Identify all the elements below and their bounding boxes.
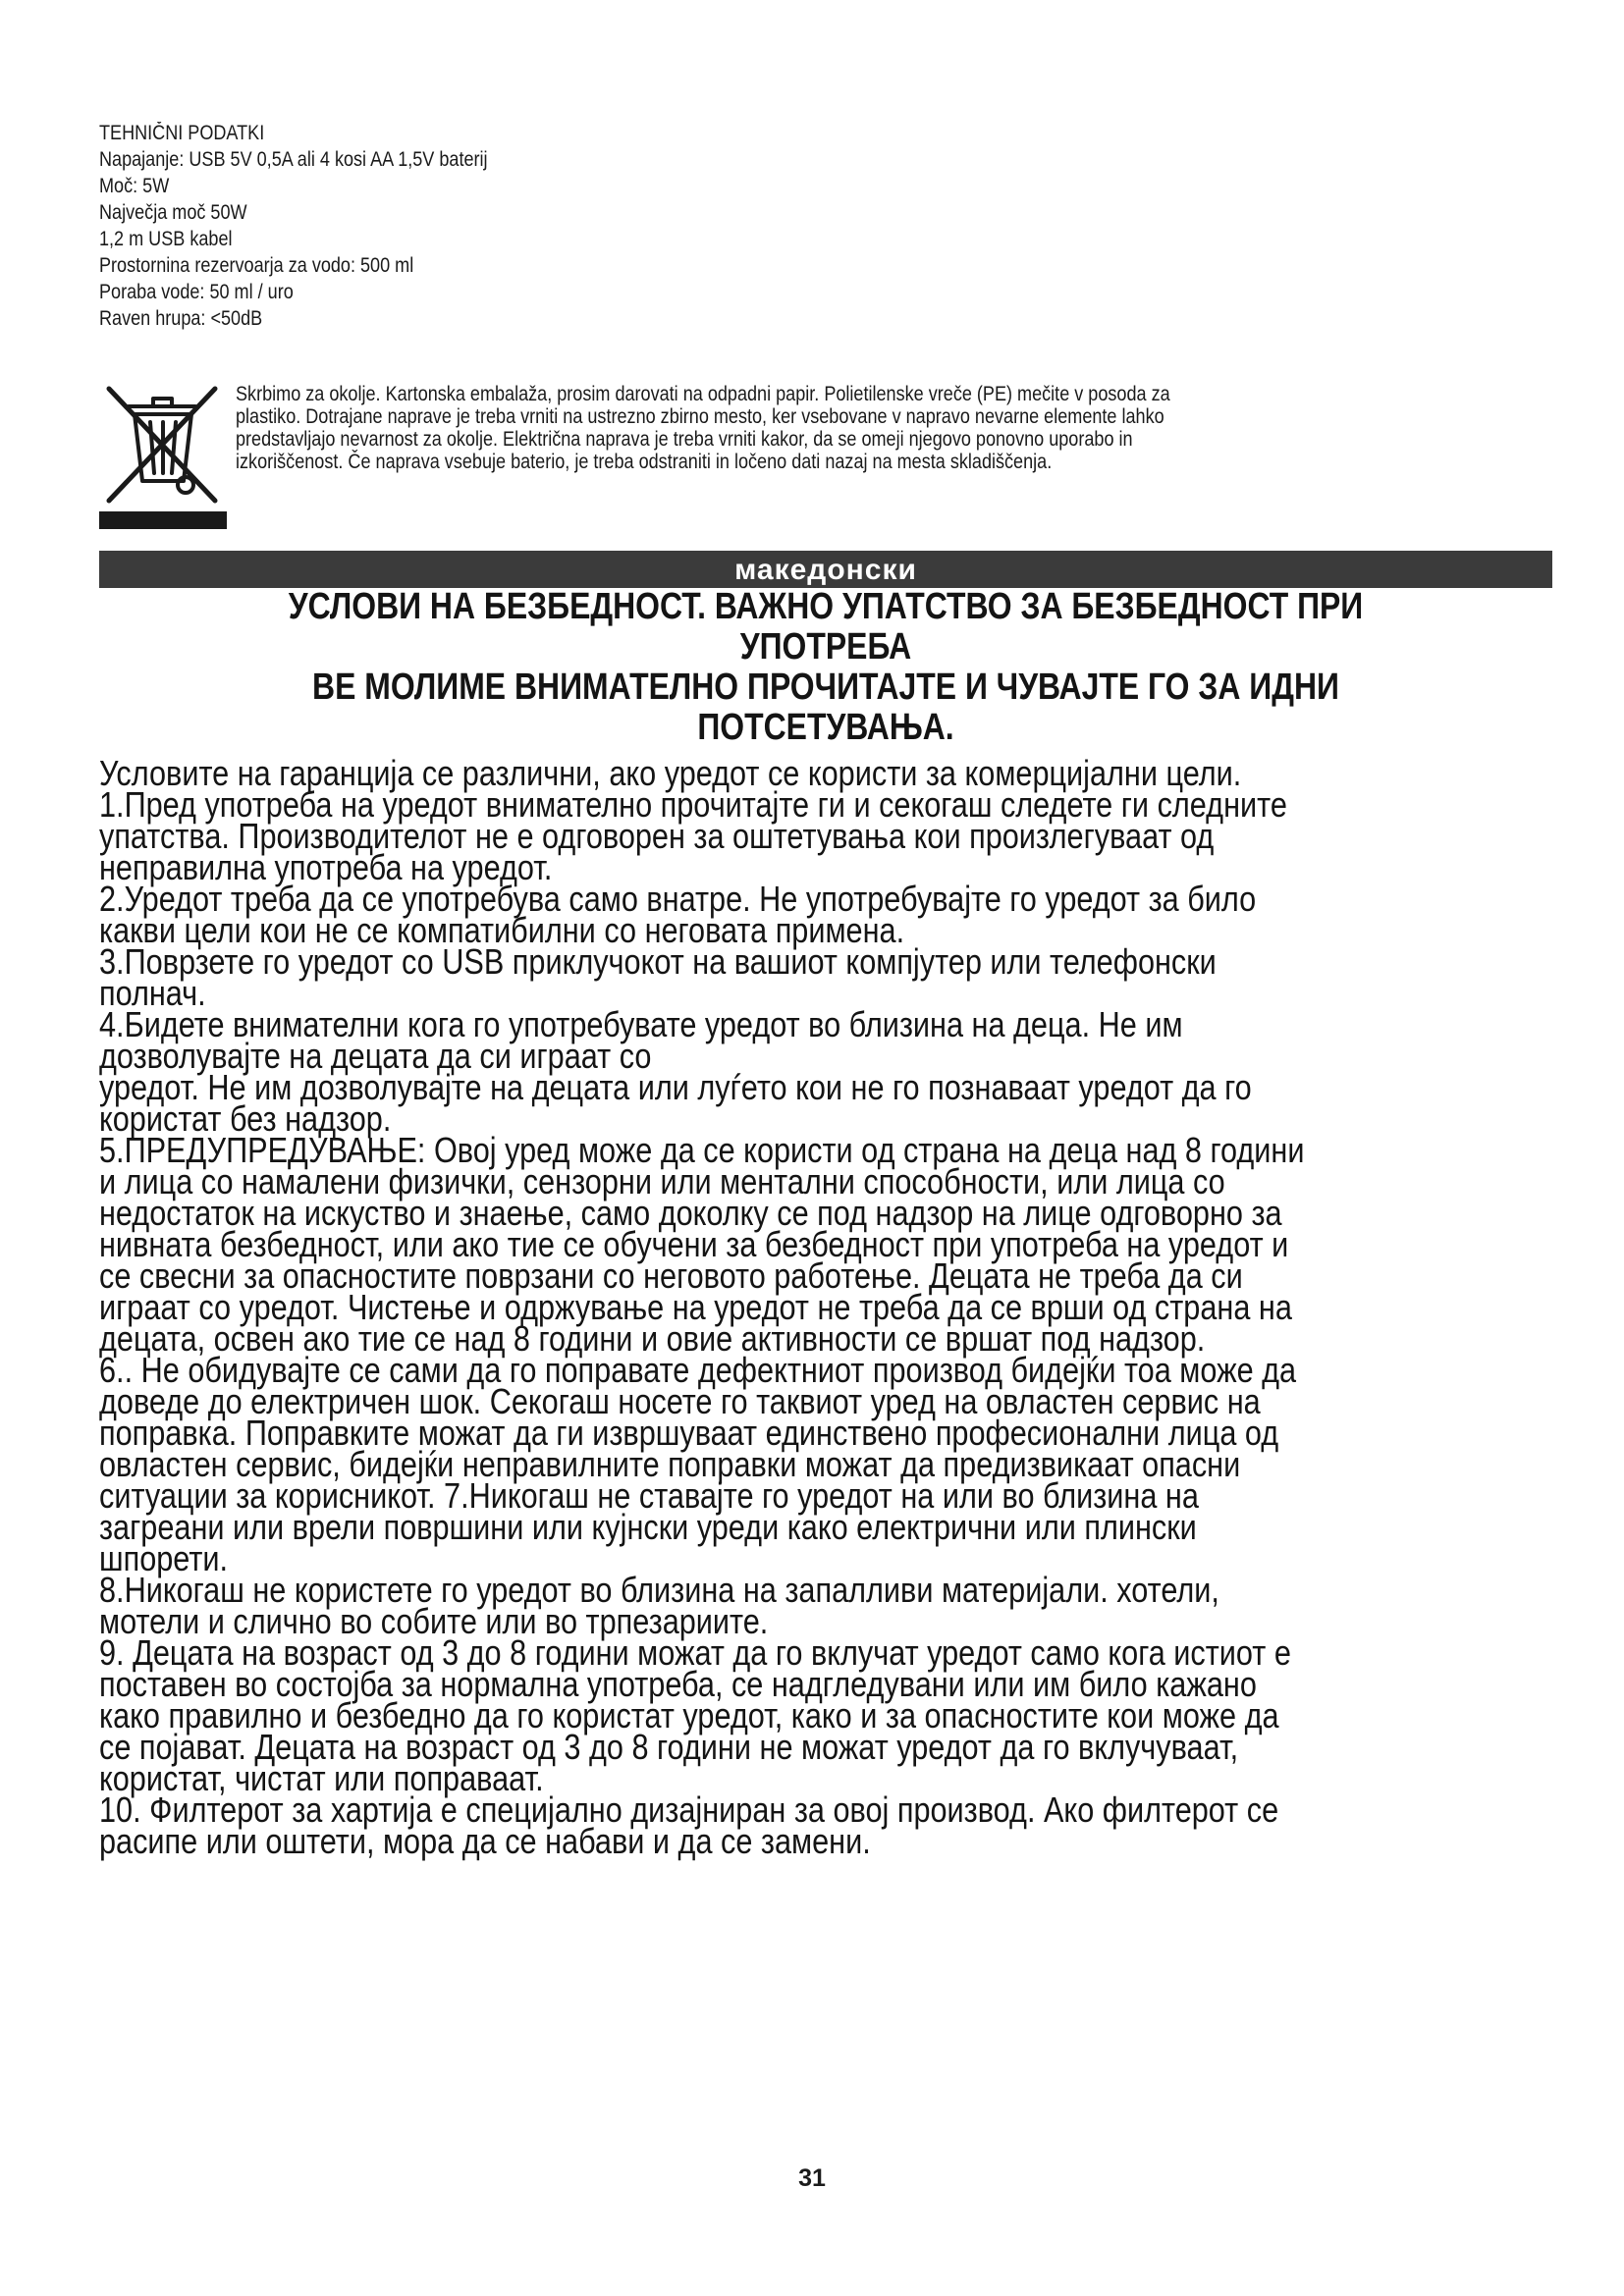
heading-line: ПОТСЕТУВАЊА. xyxy=(697,707,954,748)
instruction-line: ситуации за корисникот. 7.Никогаш не ставајте го уредот на или во близина на xyxy=(99,1475,1199,1516)
language-band: македонски xyxy=(99,551,1552,588)
instruction-paragraph xyxy=(99,879,1550,950)
instruction-line: децата, освен ако тие се над 8 години и овие активности се вршат под надзор. xyxy=(99,1318,1206,1359)
instruction-paragraph xyxy=(99,1789,1550,1861)
crossed-out-wheelie-bin-icon xyxy=(99,375,227,532)
recycling-line: predstavljajo nevarnost za okolje. Električna naprava je treba vrniti kakor, da se omeji njegovo ponovno uporabo in xyxy=(236,428,1133,451)
instruction-line: загреани или врели површини или кујнски уреди како електрични или плински xyxy=(99,1507,1197,1547)
recycling-line: plastiko. Dotrajane naprave je treba vrniti na ustrezno zbirno mesto, ker vsebovane v napravo nevarne elemente lahko xyxy=(236,405,1164,428)
instruction-line: 10. Филтерот за хартија е специјално дизајниран за овој производ. Ако филтерот се xyxy=(99,1789,1279,1830)
instruction-paragraph xyxy=(99,1632,1550,1798)
instruction-line: користат без надзор. xyxy=(99,1098,392,1139)
instruction-line: користат, чистат или поправаат. xyxy=(99,1758,544,1798)
instruction-paragraph xyxy=(99,1130,1550,1359)
instruction-line: се свесни за опасностите поврзани со неговото работење. Децата не треба да си xyxy=(99,1255,1243,1296)
instruction-paragraph xyxy=(99,1067,1550,1139)
instruction-line: 4.Бидете внимателни кога го употребувате уредот во близина на деца. Не им xyxy=(99,1004,1183,1044)
heading-line: УСЛОВИ НА БЕЗБЕДНОСТ. ВАЖНО УПАТСТВО ЗА БЕЗБЕДНОСТ ПРИ xyxy=(288,586,1364,627)
technical-data-line: 1,2 m USB kabel xyxy=(99,228,233,250)
instruction-line: мотели и слично во собите или во трпезариите. xyxy=(99,1601,769,1641)
instruction-paragraph xyxy=(99,941,1550,1013)
technical-data-line: Raven hrupa: <50dB xyxy=(99,307,263,330)
page-number: 31 xyxy=(798,2164,826,2192)
instruction-paragraph xyxy=(99,784,1550,887)
instruction-line: Условите на гаранција се различни, ако уредот се користи за комерцијални цели. xyxy=(99,753,1242,793)
technical-data xyxy=(99,120,859,332)
instruction-line: полнач. xyxy=(99,973,206,1013)
instruction-line: 8.Никогаш не користете го уредот во близина на запалливи материјали. хотели, xyxy=(99,1570,1219,1610)
instruction-line: расипе или оштети, мора да се набави и да се замени. xyxy=(99,1821,871,1861)
instruction-line: дозволувајте на децата да си играат со xyxy=(99,1036,652,1076)
instruction-line: 2.Уредот треба да се употребува само внатре. Не употребувајте го уредот за било xyxy=(99,879,1257,919)
instruction-line: шпорети. xyxy=(99,1538,229,1578)
technical-data-line: Največja moč 50W xyxy=(99,201,247,224)
technical-data-title: TEHNIČNI PODATKI xyxy=(99,122,265,144)
instruction-line: какви цели кои не се компатибилни со неговата примена. xyxy=(99,910,905,950)
technical-data-line: Moč: 5W xyxy=(99,175,170,197)
instruction-paragraph xyxy=(99,1350,1550,1578)
instruction-paragraph xyxy=(99,1004,1550,1076)
instruction-line: 6.. Не обидувајте се сами да го поправате дефектниот производ бидејќи тоа може да xyxy=(99,1350,1297,1390)
instruction-line: поставен во состојба за нормална употреба, се надгледувани или им било кажано xyxy=(99,1664,1257,1704)
recycling-line: Skrbimo za okolje. Kartonska embalaža, prosim darovati na odpadni papir. Polietilenske vreče (PE) mečite v posoda za xyxy=(236,383,1170,405)
instruction-line: и лица со намалени физички, сензорни или ментални способности, или лица со xyxy=(99,1161,1225,1201)
instructions-body xyxy=(99,753,1550,1861)
recycling-line: izkoriščenost. Če naprava vsebuje baterio, je treba odstraniti in ločeno dati nazaj na mesta skladiščenja. xyxy=(236,451,1053,473)
recycling-notice xyxy=(236,383,1570,473)
technical-data-line: Poraba vode: 50 ml / uro xyxy=(99,281,294,303)
instruction-line: 3.Поврзете го уредот со USB приклучокот на вашиот компјутер или телефонски xyxy=(99,941,1217,982)
instruction-line: нивната безбедност, или ако тие се обучени за безбедност при употреба на уредот и xyxy=(99,1224,1289,1264)
instruction-line: овластен сервис, бидејќи неправилните поправки можат да предизвикаат опасни xyxy=(99,1444,1241,1484)
instruction-line: играат со уредот. Чистење и одржување на уредот не треба да се врши од страна на xyxy=(99,1287,1292,1327)
heading-line: ВЕ МОЛИМЕ ВНИМАТЕЛНО ПРОЧИТАЈТЕ И ЧУВАЈТЕ ГО ЗА ИДНИ xyxy=(312,667,1339,708)
instruction-line: уредот. Не им дозволувајте на децата или луѓето кои не го познаваат уредот да го xyxy=(99,1067,1252,1107)
instruction-line: 5.ПРЕДУПРЕДУВАЊЕ: Овој уред може да се користи од страна на деца над 8 години xyxy=(99,1130,1305,1170)
instruction-line: 1.Пред употреба на уредот внимателно прочитајте ги и секогаш следете ги следните xyxy=(99,784,1287,825)
instruction-line: неправилна употреба на уредот. xyxy=(99,847,553,887)
instruction-paragraph xyxy=(99,1570,1550,1641)
heading-line: УПОТРЕБА xyxy=(739,626,912,667)
instruction-line: поправка. Поправките можат да ги извршуваат единствено професионални лица од xyxy=(99,1413,1279,1453)
instruction-line: доведе до електричен шок. Секогаш носете го таквиот уред на овластен сервис на xyxy=(99,1381,1261,1421)
technical-data-line: Napajanje: USB 5V 0,5A ali 4 kosi AA 1,5V baterij xyxy=(99,148,488,171)
instruction-line: недостаток на искуство и знаење, само доколку се под надзор на лице одговорно за xyxy=(99,1193,1282,1233)
safety-heading xyxy=(99,587,1552,748)
instruction-line: 9. Децата на возраст од 3 до 8 години можат да го вклучат уредот само кога истиот е xyxy=(99,1632,1291,1673)
technical-data-line: Prostornina rezervoarja za vodo: 500 ml xyxy=(99,254,414,277)
instruction-line: се појават. Децата на возраст од 3 до 8 години не можат уредот да го вклучуваат, xyxy=(99,1727,1239,1767)
instruction-line: како правилно и безбедно да го користат уредот, како и за опасностите кои може да xyxy=(99,1695,1279,1735)
instruction-line: упатства. Производителот не е одговорен за оштетувања кои произлегуваат од xyxy=(99,816,1215,856)
